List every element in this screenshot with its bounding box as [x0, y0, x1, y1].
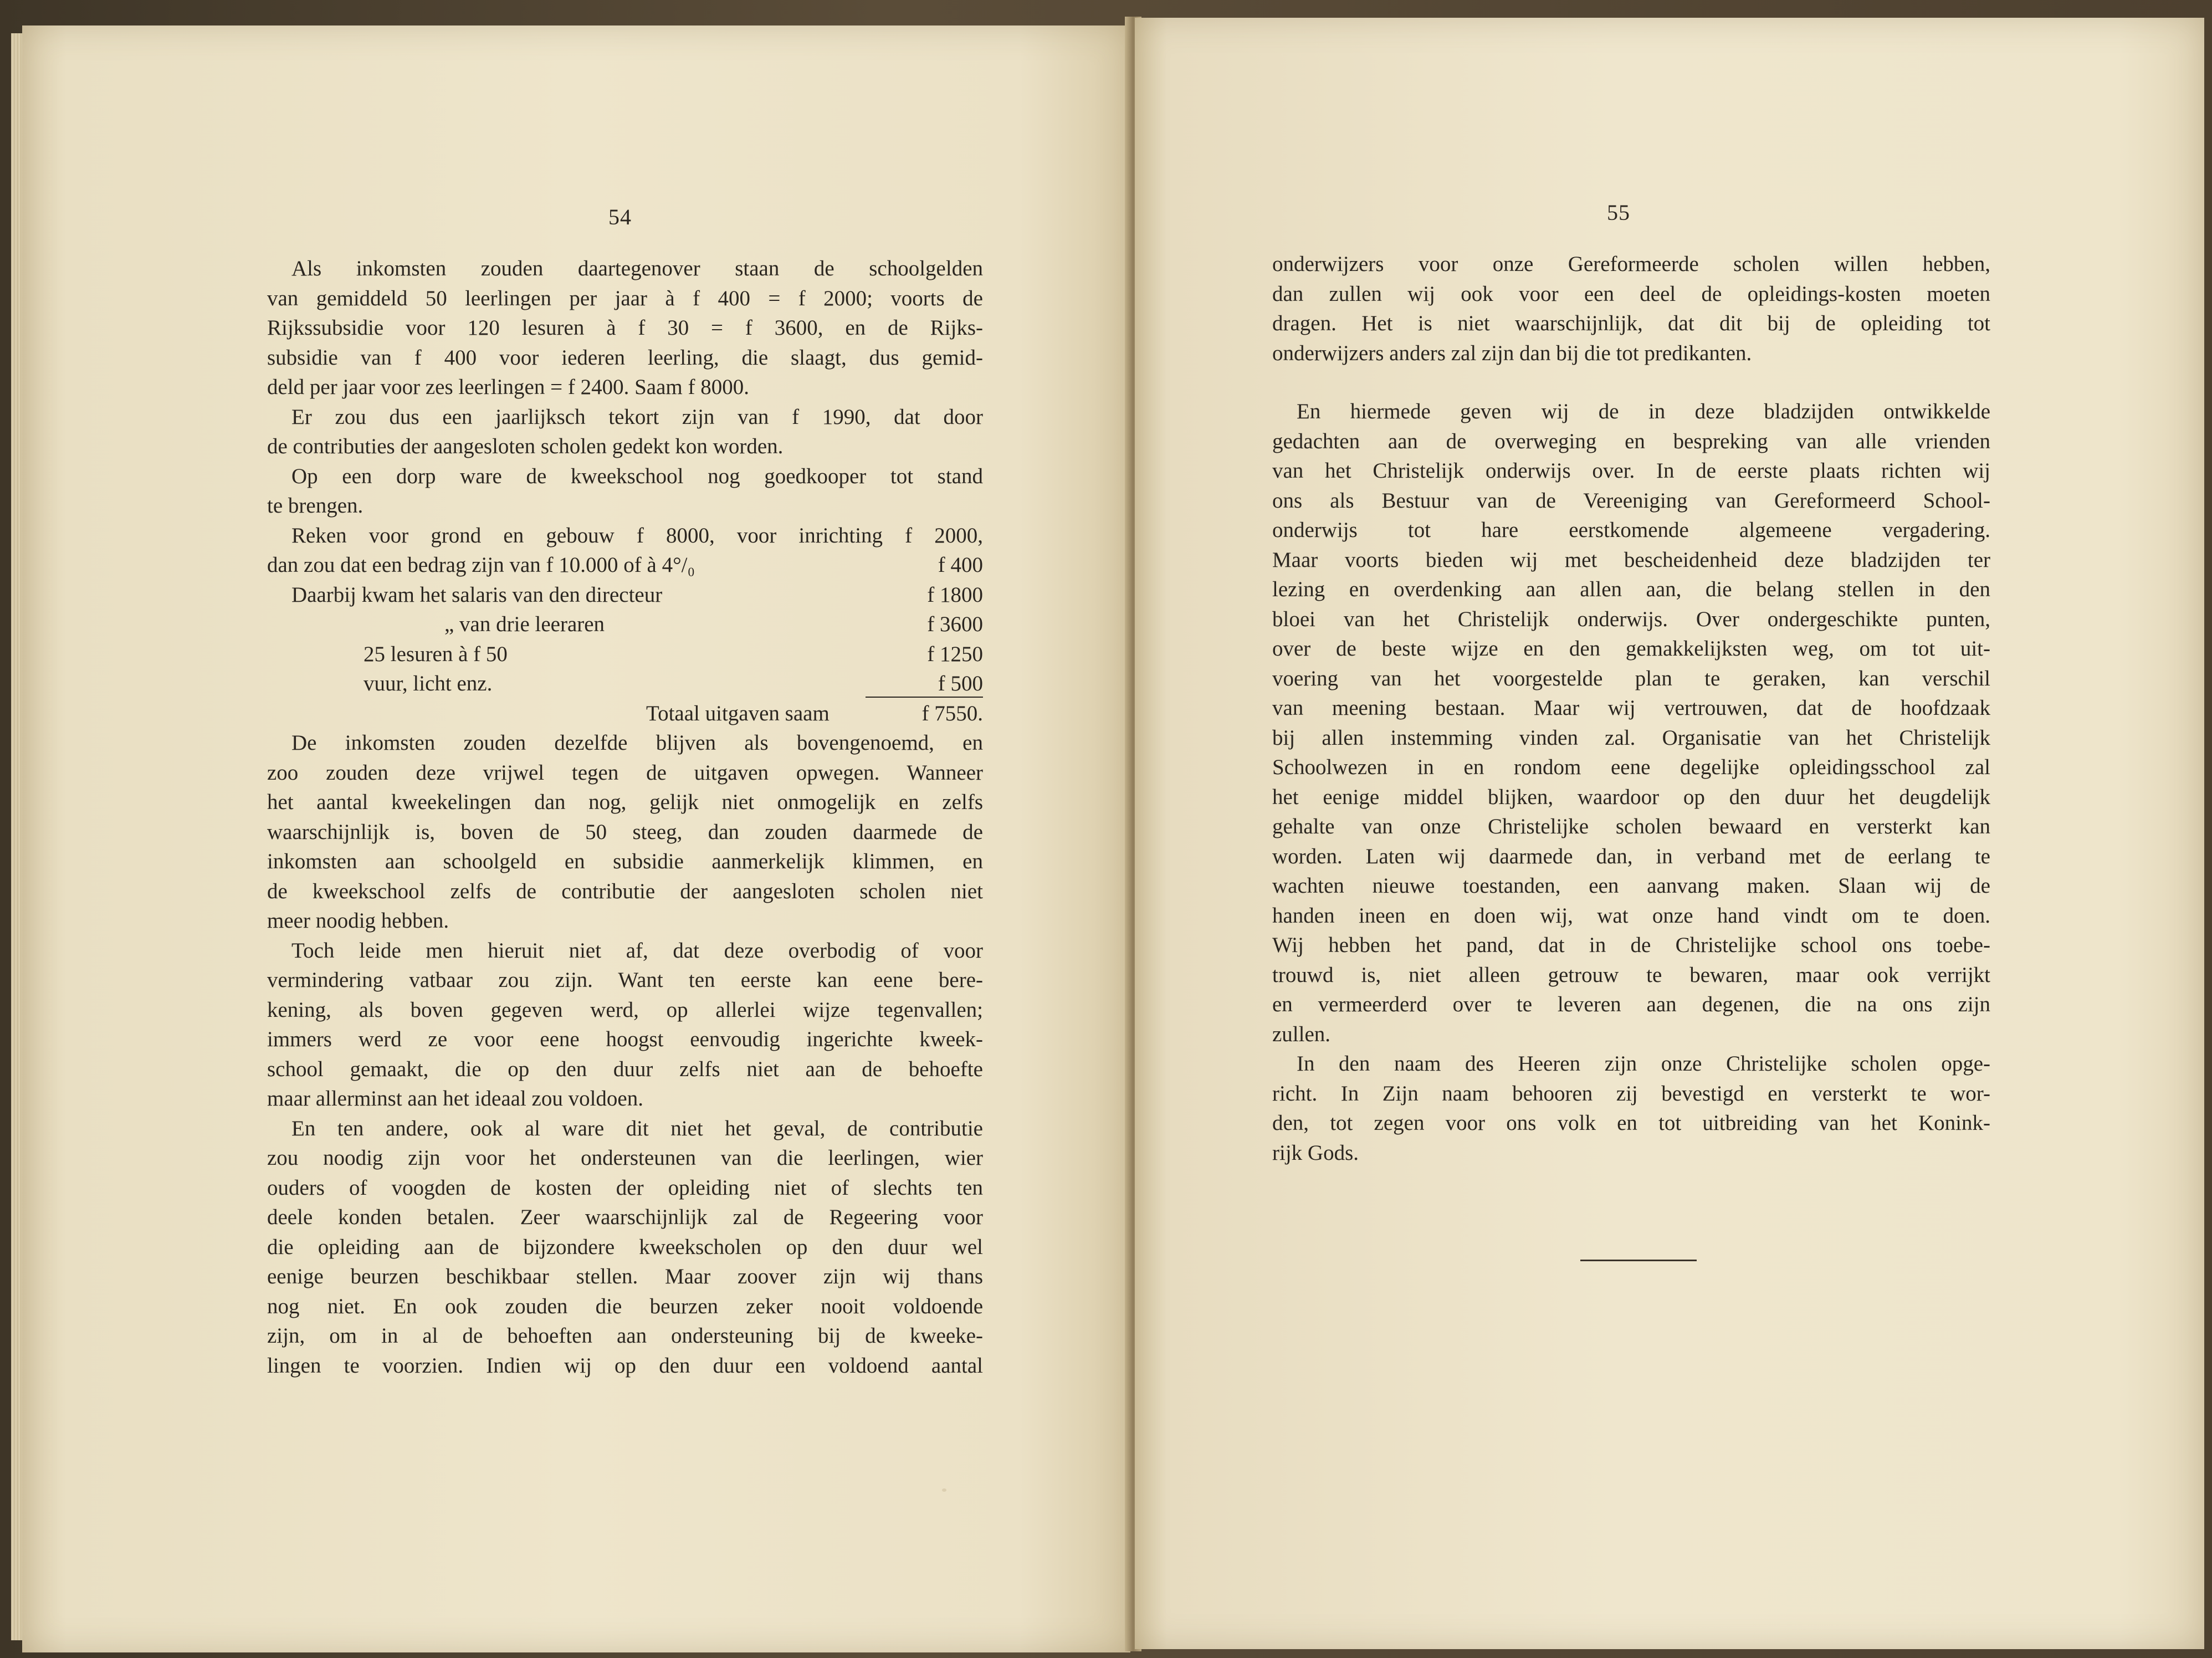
text-line: van meening bestaan. Maar wij vertrouwen, dat de hoofdzaak [1272, 696, 1990, 720]
text-line: deld per jaar voor zes leerlingen = f 2400. Saam f 8000. [267, 375, 749, 399]
text-line: deele konden betalen. Zeer waarschijnlijk zal de Regeering voor [267, 1205, 983, 1229]
text-line: kening, als boven gegeven werd, op allerlei wijze tegenvallen; [267, 997, 983, 1022]
text-line: En ten andere, ook al ware dit niet het geval, de contributie [291, 1116, 983, 1140]
text-line: ons als Bestuur van de Vereeniging van Gereformeerd School- [1272, 488, 1990, 513]
total-label: Totaal uitgaven saam [646, 701, 830, 725]
text-line: trouwd is, niet alleen getrouw te bewaren, maar ook verrijkt [1272, 963, 1990, 987]
text-line: zou noodig zijn voor het ondersteunen van die leerlingen, wier [267, 1146, 983, 1170]
total-amount: f 7550. [921, 701, 983, 725]
text-line: vermindering vatbaar zou zijn. Want ten eerste kan eene bere- [267, 968, 983, 992]
calc-label: dan zou dat een bedrag zijn van f 10.000 of à 4°/₀ [267, 553, 695, 577]
text-line: Toch leide men hieruit niet af, dat deze overbodig of voor [291, 938, 983, 963]
text-line: onderwijzers anders zal zijn dan bij die tot predikanten. [1272, 341, 1752, 365]
text-line: richt. In Zijn naam behooren zij bevestigd en versterkt te wor- [1272, 1081, 1990, 1106]
text-line: rijk Gods. [1272, 1140, 1359, 1165]
calc-row [267, 639, 983, 669]
text-line: dragen. Het is niet waarschijnlijk, dat dit bij de opleiding tot [1272, 311, 1990, 335]
text-line: het eenige middel blijken, waardoor op den duur het deugdelijk [1272, 785, 1990, 809]
text-line: Er zou dus een jaarlijksch tekort zijn van f 1990, dat door [291, 405, 983, 429]
text-line: bloei van het Christelijk onderwijs. Over ondergeschikte punten, [1272, 607, 1990, 631]
text-line: wachten nieuwe toestanden, een aanvang maken. Slaan wij de [1272, 874, 1990, 898]
text-line: die opleiding aan de bijzondere kweekscholen op den duur wel [267, 1235, 983, 1259]
text-line: Op een dorp ware de kweekschool nog goedkooper tot stand [291, 464, 983, 488]
text-line: zullen. [1272, 1022, 1331, 1046]
text-line: onderwijzers voor onze Gereformeerde scholen willen hebben, [1272, 252, 1990, 276]
cost-calculation [267, 550, 983, 728]
right-page-text [1272, 249, 1990, 1168]
closing-rule [1580, 1260, 1697, 1261]
text-line: voering van het voorgestelde plan te geraken, kan verschil [1272, 666, 1990, 690]
text-line: ouders of voogden de kosten der opleiding niet of slechts ten [267, 1175, 983, 1200]
calc-amount: f 1250 [927, 642, 983, 666]
foxing-spot [942, 1488, 946, 1492]
text-line: en vermeerderd over te leveren aan degenen, die na ons zijn [1272, 992, 1990, 1016]
calc-label: 25 lesuren à f 50 [363, 642, 508, 666]
text-line: zijn, om in al de behoeften aan ondersteuning bij de kweeke- [267, 1324, 983, 1348]
calc-row [267, 610, 983, 639]
text-line: lingen te voorzien. Indien wij op den duur een voldoend aantal [267, 1353, 983, 1378]
text-line: gehalte van onze Christelijke scholen bewaard en versterkt kan [1272, 815, 1990, 838]
left-text-bottom [267, 728, 983, 1380]
text-line: immers werd ze voor eene hoogst eenvoudig ingerichte kweek- [267, 1027, 983, 1051]
left-page-text [267, 254, 983, 1380]
text-line: subsidie van f 400 voor iederen leerling, die slaagt, dus gemid- [267, 345, 983, 370]
text-line: zoo zouden deze vrijwel tegen de uitgaven opwegen. Wanneer [267, 760, 983, 785]
calc-label: „ van drie leeraren [444, 612, 605, 636]
text-line: waarschijnlijk is, boven de 50 steeg, dan zouden daarmede de [267, 820, 983, 844]
text-line: nog niet. En ook zouden die beurzen zeker nooit voldoende [267, 1294, 983, 1318]
text-line: de kweekschool zelfs de contributie der aangesloten scholen niet [267, 879, 983, 903]
text-line: van het Christelijk onderwijs over. In de eerste plaats richten wij [1272, 459, 1990, 483]
calc-amount: f 400 [938, 553, 983, 577]
text-line: Als inkomsten zouden daartegenover staan de schoolgelden [291, 257, 983, 280]
text-line: lezing en overdenking aan allen aan, die belang stellen in den [1272, 577, 1990, 601]
page-number-right: 55 [1607, 200, 1630, 225]
text-line: gedachten aan de overweging en bespreking van alle vrienden [1272, 429, 1990, 453]
paragraph-gap [1272, 368, 1990, 397]
text-line: Schoolwezen in en rondom eene degelijke opleidingsschool zal [1272, 755, 1990, 779]
text-line: den, tot zegen voor ons volk en tot uitbreiding van het Konink- [1272, 1111, 1990, 1135]
page-number-left: 54 [608, 204, 632, 229]
text-line: de contributies der aangesloten scholen gedekt kon worden. [267, 434, 784, 458]
text-line: worden. Laten wij daarmede dan, in verband met de eerlang te [1272, 844, 1990, 868]
text-line: Wij hebben het pand, dat in de Christelijke school ons toebe- [1272, 933, 1990, 957]
calc-row [267, 550, 983, 580]
text-line: Maar voorts bieden wij met bescheidenheid deze bladzijden ter [1272, 547, 1990, 572]
text-line: bij allen instemming vinden zal. Organisatie van het Christelijk [1272, 725, 1990, 750]
calc-total-row [267, 699, 983, 729]
sum-rule [866, 697, 983, 698]
paragraph-2 [1272, 397, 1990, 1168]
calc-row [267, 580, 983, 610]
calc-label: vuur, licht enz. [363, 672, 493, 695]
text-line: onderwijs tot hare eerstkomende algemeene vergadering. [1272, 518, 1990, 542]
text-line: inkomsten aan schoolgeld en subsidie aanmerkelijk klimmen, en [267, 850, 983, 873]
text-line: Rijkssubsidie voor 120 lesuren à f 30 = f 3600, en de Rijks- [267, 316, 983, 340]
text-line: meer noodig hebben. [267, 909, 449, 933]
text-line: De inkomsten zouden dezelfde blijven als bovengenoemd, en [291, 731, 983, 755]
calc-amount: f 1800 [927, 582, 983, 607]
calc-row [267, 669, 983, 699]
text-line: van gemiddeld 50 leerlingen per jaar à f 400 = f 2000; voorts de [267, 286, 983, 310]
text-line: over de beste wijze en den gemakkelijksten weg, om tot uit- [1272, 637, 1990, 661]
paragraph-1 [1272, 249, 1990, 368]
text-line: te brengen. [267, 494, 363, 518]
text-line: Reken voor grond en gebouw f 8000, voor inrichting f 2000, [291, 523, 983, 547]
calc-label: Daarbij kwam het salaris van den directeur [291, 582, 663, 607]
text-line: handen ineen en doen wij, wat onze hand vindt om te doen. [1272, 903, 1990, 928]
calc-amount: f 500 [938, 672, 983, 695]
text-line: En hiermede geven wij de in deze bladzijden ontwikkelde [1297, 400, 1990, 423]
calc-amount: f 3600 [927, 612, 983, 636]
text-line: dan zullen wij ook voor een deel de opleidings-kosten moeten [1272, 282, 1990, 306]
text-line: In den naam des Heeren zijn onze Christelijke scholen opge- [1297, 1052, 1990, 1076]
text-line: school gemaakt, die op den duur zelfs niet aan de behoefte [267, 1057, 983, 1081]
text-line: maar allerminst aan het ideaal zou voldoen. [267, 1087, 643, 1111]
left-text-top [267, 254, 983, 550]
text-line: eenige beurzen beschikbaar stellen. Maar zoover zijn wij thans [267, 1265, 983, 1288]
text-line: het aantal kweekelingen dan nog, gelijk niet onmogelijk en zelfs [267, 790, 983, 814]
